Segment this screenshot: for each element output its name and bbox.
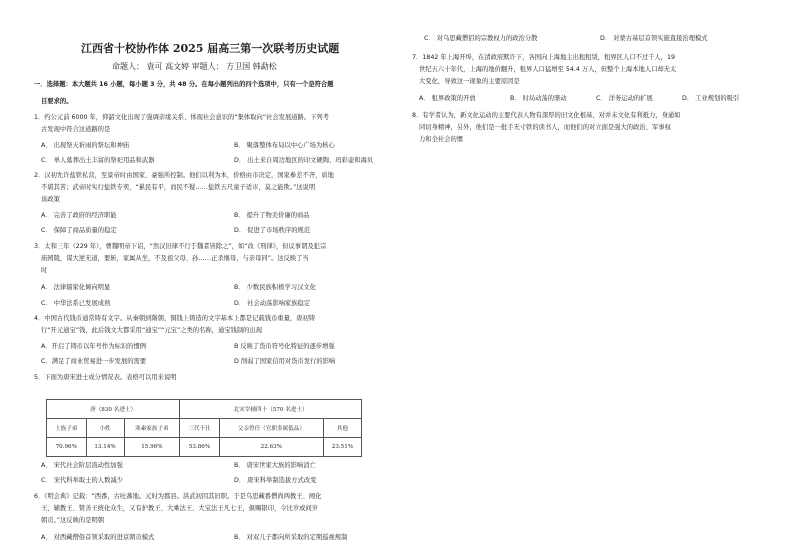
question-4-stem: 4．中国古代钱币通常铸有文字。从秦朝到隋朝，铜钱上铸造的文字基本上都是记载钱币重量，唐初铸 (34, 315, 316, 322)
question-5-stem: 5．下面为唐宋进士成分情况表。表格可以用来说明 (34, 374, 177, 381)
question-4-option-c: C．满足了商业贸易进一步发展的需要 (41, 358, 147, 365)
table-cell: 其他 (323, 419, 361, 438)
question-6-option-d: D． 对蒙古基层首领实施直接治理模式 (600, 35, 708, 42)
question-5-table (46, 399, 362, 457)
question-4-stem-cont: 行“开元通宝”钱，此后钱文大都采用“通宝”“元宝”之类的名称，通宝钱制的出现 (41, 327, 263, 334)
section-instructions: 一．选择题：本大题共 16 小题，每小题 3 分，共 48 分。在每小题列出的四个选项中，只有一个是符合题 (34, 81, 334, 88)
question-2-option-c: C． 保障了商品质量的稳定 (41, 227, 117, 234)
question-6-stem-cont: 王、辅教王、赞善王统化众生，又有护教王、大乘法王、大宝法王凡七王，俱赐银印，令比岁或间岁 (41, 505, 319, 512)
question-2-option-d: D． 促进了市场秩序的规范 (234, 227, 311, 234)
table-row (47, 438, 362, 457)
question-6-option-b: B． 对双儿子都向所采取的定期巡视规制 (234, 534, 348, 541)
question-1-option-a: A． 出现祭天祈雨的祭坛和神庙 (41, 142, 130, 149)
question-7-stem: 7．1842 年上海开埠，在清政府默许下，各国向上海地主出租租赁，租界区人口不过千人，19 (412, 54, 676, 61)
question-3-option-b: B． 少数民族积极学习汉文化 (234, 284, 316, 291)
question-1-stem: 1．约公元前 6000 年，仰韶文化出现了强调亲缘关系、体现社会意识的“集体取向”社会发展道路。下列考 (34, 114, 330, 121)
question-7-option-d: D． 工业规划的吸引 (682, 95, 740, 102)
table-header-row (47, 400, 362, 419)
exam-title: 江西省十校协作体 2025 届高三第一次联考历史试题 (81, 42, 340, 55)
question-5-option-a: A． 宋代社会阶层流动性加强 (41, 462, 123, 469)
question-6-stem-end: 朝贡。”这反映的是明朝 (41, 517, 105, 524)
question-6-option-a: A． 对西藏僧俗首领采取的进京朝贡模式 (41, 534, 155, 541)
question-1-option-c: C． 单人墓葬出土丰富的祭祀用品和武器 (41, 157, 155, 164)
question-7-stem-cont: 世纪五六十年代，上海的地价翻升，租界人口猛增至 54.4 万人，但整个上海本地人口却无太 (419, 66, 677, 73)
question-2-stem-cont: 不堪其苦；武帝时实行盐铁专卖，“累民有平，而民不疑……盐铁五尺童子适市，莫之能欺。”这说明 (41, 184, 316, 191)
question-3-option-a: A． 法律儒家化倾向明显 (41, 284, 111, 291)
table-cell: 寒素家族子弟 (124, 419, 180, 438)
question-3-option-d: D． 社会动荡影响家族稳定 (234, 300, 311, 307)
question-4-option-d: D 削弱了国家信用对货币发行的影响 (234, 358, 336, 365)
question-3-stem-end: 时 (41, 267, 48, 274)
question-7-stem-end: 大变化，导致这一现象的主要原因是 (419, 78, 520, 85)
question-4-option-a: A．开启了铸币以年号作为标识的惯例 (41, 343, 147, 350)
table-cell: 士族子弟 (47, 419, 87, 438)
question-7-option-c: C． 洋务运动的扩展 (596, 95, 653, 102)
question-2-stem: 2．汉初允许盐铁私营，至景帝时由国家、豪强所控制。他们以利为本，价格由市决定，国家参差不齐，质地 (34, 172, 334, 179)
table-row (47, 419, 362, 438)
question-1-option-d: D． 出土来自周边地区的印文硬陶、玛彩壶和海贝 (234, 157, 374, 164)
table-cell: 小姓 (86, 419, 124, 438)
question-2-option-b: B． 提升了物美价廉的商品 (234, 212, 310, 219)
question-5-option-b: B． 唐宋世家大族的影响消亡 (234, 462, 316, 469)
question-3-stem: 3．太和三年（229 年），曹魏明帝下诏，“然汉旧律不行于魏者皆除之”，如“改《刑律》，但议事谓及犯宗 (34, 243, 327, 250)
question-2-option-a: A． 完善了政府的经济职能 (41, 212, 117, 219)
table-cell: 23.51% (323, 438, 361, 457)
question-6-option-c: C． 对乌思藏僧侣的宗教权力的政治分散 (424, 35, 538, 42)
question-4-option-b: B 反映了货币符号化特征的逐步增强 (234, 343, 335, 350)
table-cell: 13.14% (86, 438, 124, 457)
authors-line: 命题人： 袁可 高文婷 审题人： 方卫国 韩勐松 (112, 62, 277, 71)
table-cell: 父亲曾任（官职多属低品） (219, 419, 323, 438)
question-8-stem: 8．有学者认为，新文化运动的主要代表人物有深厚的旧文化根基，对并未文化有利抵力，身通如 (412, 112, 681, 119)
question-7-option-a: A． 租界政策的开放 (419, 95, 476, 102)
question-5-option-d: D． 唐宋科举制选拔方式改变 (234, 477, 317, 484)
question-5-option-c: C． 宋代科举取士的人数减少 (41, 477, 123, 484)
table-cell: 15.96% (124, 438, 180, 457)
table-header-tang: 唐（830 名进士） (47, 400, 180, 419)
table-cell: 53.86% (180, 438, 220, 457)
question-8-stem-end: 力和全社会的惯 (419, 136, 464, 143)
table-header-song: 北宋宰辅四十（570 名进士） (180, 400, 362, 419)
question-6-stem: 6．《明会典》记载：“西番，古吐蕃地。元时为郡县。洪武初因其旧职。于是乌思藏番僧尚两教王、阐化 (34, 493, 322, 500)
question-1-stem-cont: 古发现中符合这道路的是 (41, 126, 111, 133)
table-cell: 22.63% (219, 438, 323, 457)
section-instructions-cont: 目要求的。 (41, 98, 73, 105)
question-8-stem-cont: 同切身精神，另外，他们是一批手无寸铁的读书人，而他们的对立面是强大的政治、军事权 (419, 124, 671, 131)
table-cell: 三代不仕 (180, 419, 220, 438)
table-cell: 70.96% (47, 438, 87, 457)
question-3-option-c: C． 中华法系已发展成熟 (41, 300, 111, 307)
question-1-option-b: B． 聚落整体布局以中心广场为核心 (234, 142, 335, 149)
question-7-option-b: B． 时局动荡的驱动 (510, 95, 567, 102)
question-2-stem-end: 该政策 (41, 196, 60, 203)
question-3-stem-cont: 庙园陵，谋大逆无道，要斩，家属从坐，不及祖父母、孙……正杀继母，与亲母同”。这反映了当 (41, 255, 309, 262)
